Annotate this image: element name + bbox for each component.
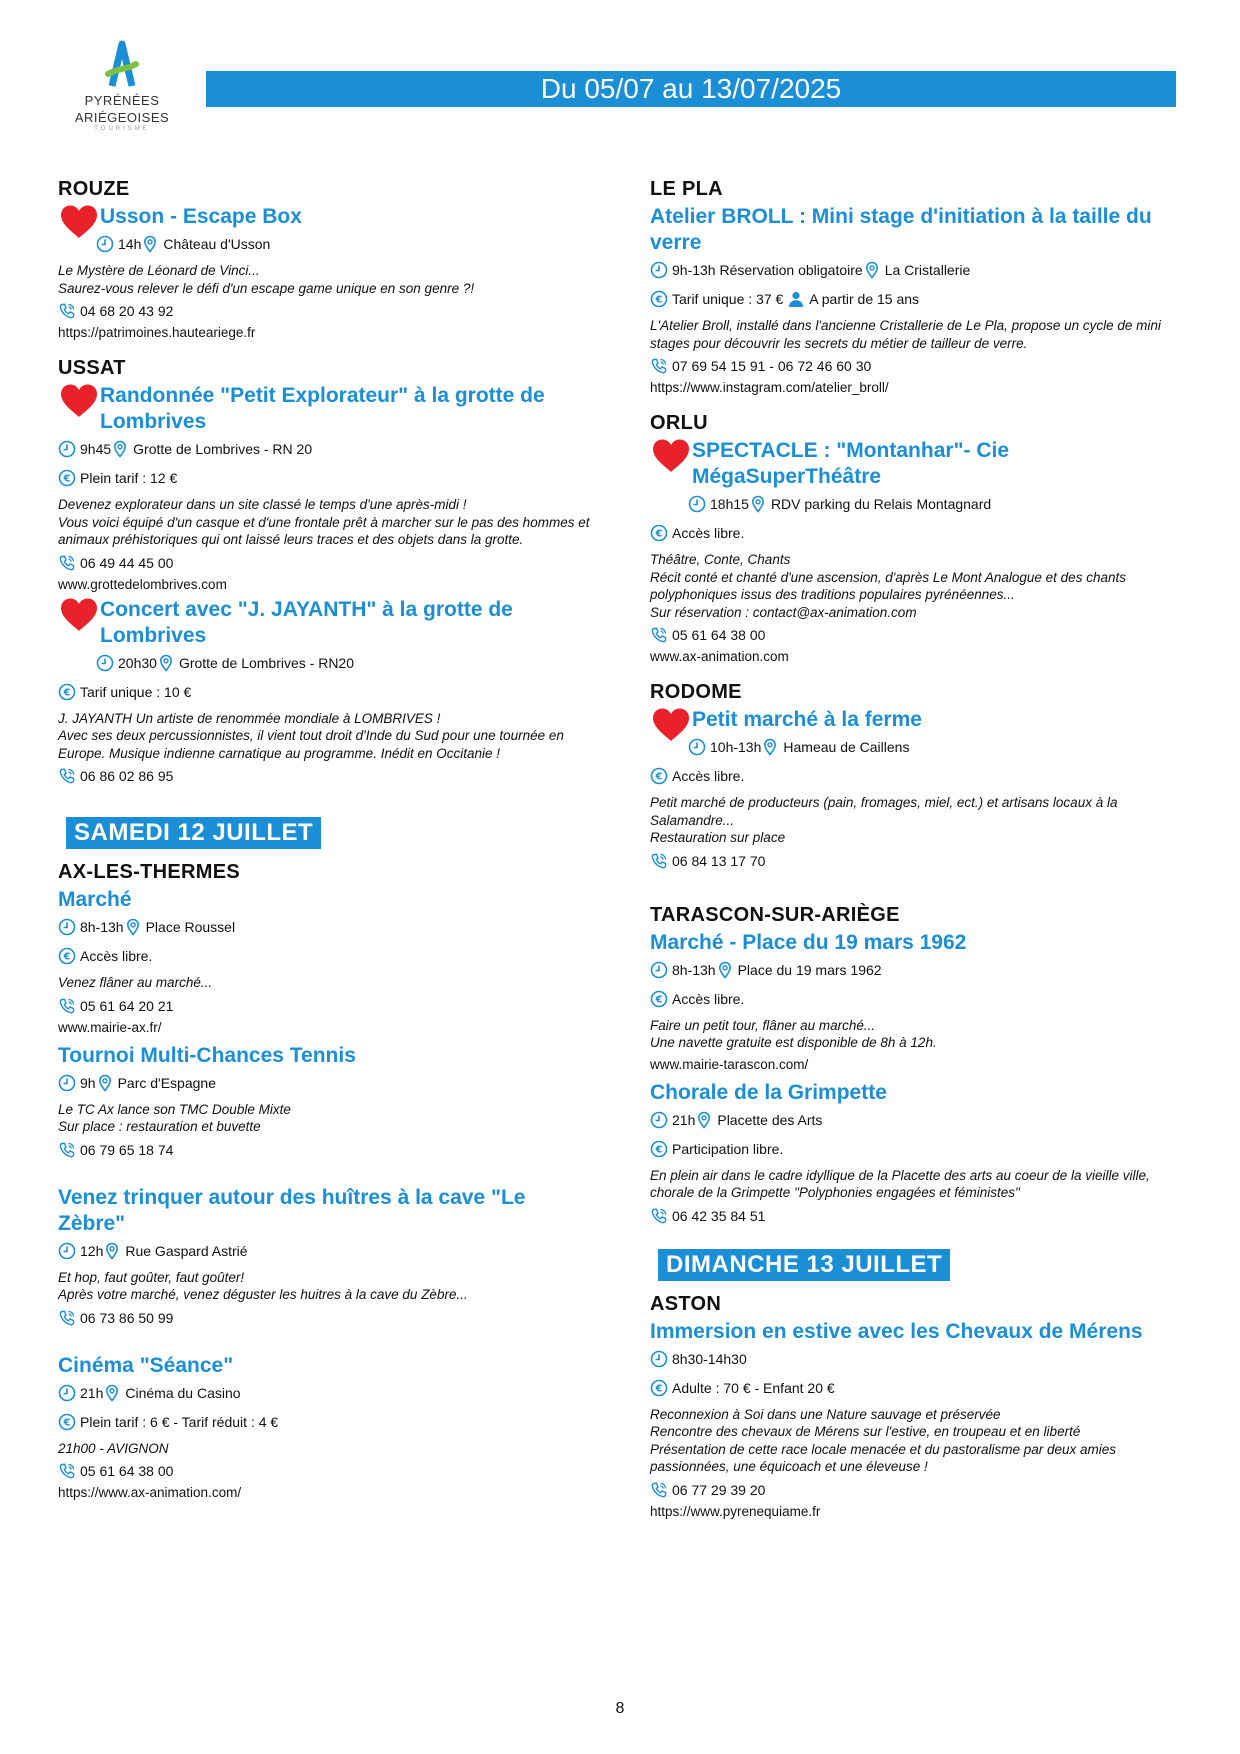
town-heading: ORLU <box>650 412 708 434</box>
euro-icon <box>650 290 668 308</box>
event-description <box>58 1269 598 1304</box>
phone-row <box>650 356 1190 376</box>
desc-line: Le Mystère de Léonard de Vinci... <box>58 263 260 278</box>
time-place-row <box>58 917 598 937</box>
phone-icon <box>650 1481 668 1499</box>
phone-icon <box>58 767 76 785</box>
desc-line: Reconnexion à Soi dans une Nature sauvage et préservée <box>650 1406 1001 1422</box>
event-title-text: Petit marché à la ferme <box>692 708 922 731</box>
event-phone[interactable]: 06 79 65 18 74 <box>80 1141 174 1158</box>
person-icon <box>787 290 805 308</box>
heart-icon <box>650 707 692 743</box>
event-time: 8h-13h <box>672 961 716 978</box>
event <box>650 438 1190 666</box>
event-title <box>58 383 598 435</box>
event-description <box>650 1167 1190 1202</box>
clock-icon <box>58 1384 76 1402</box>
event-description <box>650 317 1190 352</box>
location-pin-icon <box>103 1384 121 1402</box>
euro-icon <box>650 1379 668 1397</box>
time-place-row <box>650 737 1190 757</box>
phone-icon <box>58 1462 76 1480</box>
event-phone[interactable]: 05 61 64 38 00 <box>672 627 766 643</box>
event-place: Cinéma du Casino <box>125 1384 241 1401</box>
euro-icon <box>650 524 668 542</box>
phone-icon <box>58 997 76 1015</box>
time-place-row <box>58 1241 598 1261</box>
desc-line: Vous voici équipé d'un casque et d'une frontale prêt à marcher sur le pas des hommes et animaux préhistoriques qui ont laissé leurs traces et des objets dans la grotte. <box>58 514 590 547</box>
price-row <box>650 1139 1190 1159</box>
event-price: Plein tarif : 6 € - Tarif réduit : 4 € <box>80 1413 279 1430</box>
event-place: La Cristallerie <box>884 262 971 278</box>
event <box>650 1080 1190 1226</box>
phone-row <box>58 766 598 786</box>
heart-icon <box>58 383 100 419</box>
clock-icon <box>688 495 706 513</box>
location-pin-icon <box>695 1111 713 1129</box>
event-time: 10h-13h <box>710 739 762 755</box>
page-number: 8 <box>615 1700 625 1717</box>
price-row <box>650 289 1190 309</box>
event-price: Accès libre. <box>672 990 745 1007</box>
event-price: Accès libre. <box>80 948 153 964</box>
location-pin-icon <box>141 235 159 253</box>
clock-icon <box>650 261 668 279</box>
heart-icon <box>58 204 100 240</box>
phone-icon <box>650 357 668 375</box>
event-title-text: Usson - Escape Box <box>100 205 302 228</box>
event-price: Participation libre. <box>672 1140 784 1157</box>
event-title: Chorale de la Grimpette <box>650 1080 887 1104</box>
event-description <box>58 262 598 297</box>
logo-text-line2: ARIÉGEOISES <box>74 110 170 125</box>
event-title: Tournoi Multi-Chances Tennis <box>58 1043 356 1067</box>
location-pin-icon <box>103 1242 121 1260</box>
event <box>650 1319 1190 1521</box>
logo-text-line1: PYRÉNÉES <box>84 93 160 108</box>
price-row <box>58 1412 598 1432</box>
euro-icon <box>58 683 76 701</box>
logo <box>74 40 170 136</box>
event-time: 20h30 <box>118 654 157 671</box>
desc-line: Sur place : restauration et buvette <box>58 1119 261 1134</box>
event-title-text: SPECTACLE : "Montanhar"- Cie MégaSuperThéâtre <box>692 439 1010 488</box>
event-title: Atelier BROLL : Mini stage d'initiation à la taille du verre <box>650 205 1152 254</box>
clock-icon <box>96 654 114 672</box>
event-link[interactable]: www.grottedelombrives.com <box>58 576 227 592</box>
logo-mark-icon <box>100 40 144 90</box>
clock-icon <box>650 1350 668 1368</box>
phone-row <box>650 1480 1190 1500</box>
phone-row <box>650 625 1190 645</box>
phone-row <box>58 1140 598 1160</box>
event-time: 9h-13h Réservation obligatoire <box>672 262 863 278</box>
event-place: Parc d'Espagne <box>117 1074 216 1091</box>
event-time: 9h45 <box>80 441 112 457</box>
price-row <box>650 1378 1190 1398</box>
desc-line: Restauration sur place <box>650 830 786 845</box>
event <box>58 383 598 594</box>
time-place-row <box>58 234 598 254</box>
event-place: Hameau de Caillens <box>783 739 910 755</box>
event-description <box>58 496 598 549</box>
euro-icon <box>650 1140 668 1158</box>
event-link[interactable]: www.mairie-tarascon.com/ <box>650 1056 809 1072</box>
town-heading: AX-LES-THERMES <box>58 861 240 883</box>
event-time: 21h <box>80 1384 104 1401</box>
desc-line: Venez flâner au marché... <box>58 975 213 990</box>
location-pin-icon <box>716 961 734 979</box>
event-description <box>650 1406 1190 1476</box>
event-title: Marché - Place du 19 mars 1962 <box>650 930 967 954</box>
event-phone[interactable]: 06 73 86 50 99 <box>80 1309 174 1326</box>
event <box>58 1185 598 1328</box>
location-pin-icon <box>96 1074 114 1092</box>
event-title <box>58 597 598 649</box>
event-description <box>58 974 598 992</box>
desc-line: Le TC Ax lance son TMC Double Mixte <box>58 1101 291 1117</box>
location-pin-icon <box>124 918 142 936</box>
event-place: Place Roussel <box>145 919 236 935</box>
phone-icon <box>58 1309 76 1327</box>
logo-text-line3: TOURISME <box>94 126 150 132</box>
event-place: RDV parking du Relais Montagnard <box>770 496 992 512</box>
event-price: Adulte : 70 € - Enfant 20 € <box>672 1379 835 1396</box>
phone-row <box>58 553 598 573</box>
event-description <box>58 1440 598 1458</box>
town-heading: USSAT <box>58 357 126 379</box>
event <box>650 204 1190 397</box>
price-row <box>58 946 598 966</box>
event-time: 14h <box>118 236 142 252</box>
event-link[interactable]: https://www.pyrenequiame.fr <box>650 1503 821 1519</box>
desc-line: Avec ses deux percussionnistes, il vient tout droit d'Inde du Sud pour une tournée en Europe. Musique indienne carnatique au programme. Inédit en Occitanie ! <box>58 728 564 761</box>
event-title-text: Concert avec "J. JAYANTH" à la grotte de Lombrives <box>100 597 513 647</box>
event-place: Grotte de Lombrives - RN 20 <box>133 441 313 457</box>
event <box>58 597 598 787</box>
event-place: Place du 19 mars 1962 <box>737 961 882 978</box>
event-price: Accès libre. <box>672 768 745 784</box>
desc-line: 21h00 - AVIGNON <box>58 1440 169 1456</box>
phone-icon <box>650 852 668 870</box>
time-row <box>650 1349 1190 1369</box>
event-description <box>650 1017 1190 1052</box>
event-time: 8h-13h <box>80 919 124 935</box>
desc-line: En plein air dans le cadre idyllique de la Placette des arts au coeur de la vieille ville, chorale de la Grimpette "Polyphonies engagées et féministes" <box>650 1167 1150 1200</box>
event-link[interactable]: https://patrimoines.hauteariege.fr <box>58 325 256 340</box>
clock-icon <box>58 440 76 458</box>
time-place-row <box>650 1110 1190 1130</box>
phone-icon <box>58 302 76 320</box>
event <box>650 707 1190 871</box>
phone-row <box>58 1461 598 1481</box>
event-title <box>650 438 1190 490</box>
event-price: Tarif unique : 37 € <box>672 291 784 307</box>
event-title-text: Randonnée "Petit Explorateur" à la grotte de Lombrives <box>100 384 545 433</box>
event-link[interactable]: https://www.ax-animation.com/ <box>58 1485 242 1500</box>
desc-line: Une navette gratuite est disponible de 8h à 12h. <box>650 1035 937 1050</box>
euro-icon <box>650 767 668 785</box>
event-time: 8h30-14h30 <box>672 1350 747 1367</box>
event-time: 9h <box>80 1074 96 1091</box>
phone-row <box>58 301 598 321</box>
phone-icon <box>650 1207 668 1225</box>
event <box>58 204 598 342</box>
event-title <box>58 204 598 230</box>
event-phone[interactable]: 06 84 13 17 70 <box>672 852 766 869</box>
clock-icon <box>58 918 76 936</box>
location-pin-icon <box>761 738 779 756</box>
desc-line: L'Atelier Broll, installé dans l'ancienne Cristallerie de Le Pla, propose un cycle de mini stages pour découvrir les secrets du métier de tailleur de verre. <box>650 318 1161 351</box>
event-phone[interactable]: 06 49 44 45 00 <box>80 554 174 571</box>
desc-line: Présentation de cette race locale menacée et du pastoralisme par deux amies passionnées, une équicoach et une éleveuse ! <box>650 1441 1117 1474</box>
town-heading: LE PLA <box>650 178 723 200</box>
date-range-banner: Du 05/07 au 13/07/2025 <box>206 71 1176 107</box>
event-title: Venez trinquer autour des huîtres à la cave "Le Zèbre" <box>58 1185 526 1235</box>
event-price: Tarif unique : 10 € <box>80 683 192 700</box>
desc-line: Après votre marché, venez déguster les huitres à la cave du Zèbre... <box>58 1287 468 1302</box>
event-title: Immersion en estive avec les Chevaux de Mérens <box>650 1319 1143 1343</box>
event-title <box>650 707 1190 733</box>
desc-line: Théâtre, Conte, Chants <box>650 552 791 567</box>
event-link[interactable]: www.ax-animation.com <box>650 649 789 664</box>
event-place: Grotte de Lombrives - RN20 <box>178 654 355 671</box>
phone-row <box>650 1206 1190 1226</box>
event-title: Cinéma "Séance" <box>58 1353 234 1377</box>
event-link[interactable]: https://www.instagram.com/atelier_broll/ <box>650 380 889 395</box>
event-phone[interactable]: 05 61 64 38 00 <box>80 1463 174 1479</box>
event-phone[interactable]: 06 42 35 84 51 <box>672 1207 766 1224</box>
desc-line: Saurez-vous relever le défi d'un escape game unique en son genre ?! <box>58 280 475 296</box>
price-row <box>58 468 598 488</box>
event-time: 18h15 <box>710 496 749 512</box>
day-heading: SAMEDI 12 JUILLET <box>66 817 321 849</box>
clock-icon <box>58 1074 76 1092</box>
town-heading: TARASCON-SUR-ARIÈGE <box>650 903 900 926</box>
clock-icon <box>58 1242 76 1260</box>
phone-icon <box>58 554 76 572</box>
location-pin-icon <box>863 261 881 279</box>
desc-line: J. JAYANTH Un artiste de renommée mondiale à LOMBRIVES ! <box>58 710 441 726</box>
event-phone[interactable]: 04 68 20 43 92 <box>80 303 174 319</box>
euro-icon <box>58 469 76 487</box>
time-place-row <box>58 653 598 673</box>
phone-row <box>650 851 1190 871</box>
time-place-row <box>58 439 598 459</box>
heart-icon <box>650 438 692 474</box>
event <box>58 1353 598 1503</box>
town-heading: ASTON <box>650 1292 722 1315</box>
event-age: A partir de 15 ans <box>809 291 920 307</box>
event-place: Rue Gaspard Astrié <box>125 1242 248 1259</box>
price-row <box>58 682 598 702</box>
event-phone[interactable]: 07 69 54 15 91 - 06 72 46 60 30 <box>672 358 872 374</box>
right-column <box>650 176 1190 1524</box>
phone-icon <box>650 626 668 644</box>
event <box>58 887 598 1037</box>
event-phone[interactable]: 05 61 64 20 21 <box>80 997 174 1014</box>
event-time: 12h <box>80 1242 104 1259</box>
desc-line: Sur réservation : contact@ax-animation.com <box>650 604 917 620</box>
event-description <box>650 551 1190 621</box>
time-place-row <box>58 1073 598 1093</box>
phone-icon <box>58 1141 76 1159</box>
left-column <box>58 176 598 1505</box>
event <box>58 1043 598 1160</box>
event-time: 21h <box>672 1111 696 1128</box>
event-link[interactable]: www.mairie-ax.fr/ <box>58 1019 162 1035</box>
event-place: Placette des Arts <box>717 1111 823 1128</box>
event-phone[interactable]: 06 77 29 39 20 <box>672 1481 766 1498</box>
event-title: Marché <box>58 888 132 911</box>
euro-icon <box>650 990 668 1008</box>
desc-line: Faire un petit tour, flâner au marché... <box>650 1017 876 1033</box>
heart-icon <box>58 597 100 633</box>
event-price: Plein tarif : 12 € <box>80 470 178 486</box>
location-pin-icon <box>157 654 175 672</box>
price-row <box>650 523 1190 543</box>
event-description <box>58 710 598 763</box>
desc-line: Rencontre des chevaux de Mérens sur l'estive, en troupeau et en liberté <box>650 1424 1081 1439</box>
price-row <box>650 766 1190 786</box>
desc-line: Et hop, faut goûter, faut goûter! <box>58 1269 245 1285</box>
location-pin-icon <box>111 440 129 458</box>
event <box>650 930 1190 1074</box>
event-description <box>650 794 1190 847</box>
time-place-row <box>58 1383 598 1403</box>
clock-icon <box>650 961 668 979</box>
day-heading: DIMANCHE 13 JUILLET <box>658 1249 950 1281</box>
event-description <box>58 1101 598 1136</box>
clock-icon <box>650 1111 668 1129</box>
price-row <box>650 989 1190 1009</box>
desc-line: Petit marché de producteurs (pain, fromages, miel, ect.) et artisans locaux à la Salamandre... <box>650 795 1118 828</box>
euro-icon <box>58 947 76 965</box>
event-price: Accès libre. <box>672 525 745 541</box>
time-place-row <box>650 494 1190 514</box>
phone-row <box>58 996 598 1016</box>
desc-line: Récit conté et chanté d'une ascension, d'après Le Mont Analogue et des chants polyphoniques issus des traditions populaires pyrénéennes... <box>650 569 1126 602</box>
town-heading: ROUZE <box>58 178 130 200</box>
location-pin-icon <box>749 495 767 513</box>
time-place-row <box>650 260 1190 280</box>
town-heading: RODOME <box>650 681 742 703</box>
time-place-row <box>650 960 1190 980</box>
euro-icon <box>58 1413 76 1431</box>
desc-line: Devenez explorateur dans un site classé le temps d'une après-midi ! <box>58 497 467 512</box>
phone-row <box>58 1308 598 1328</box>
event-place: Château d'Usson <box>163 236 271 252</box>
event-phone[interactable]: 06 86 02 86 95 <box>80 768 174 784</box>
